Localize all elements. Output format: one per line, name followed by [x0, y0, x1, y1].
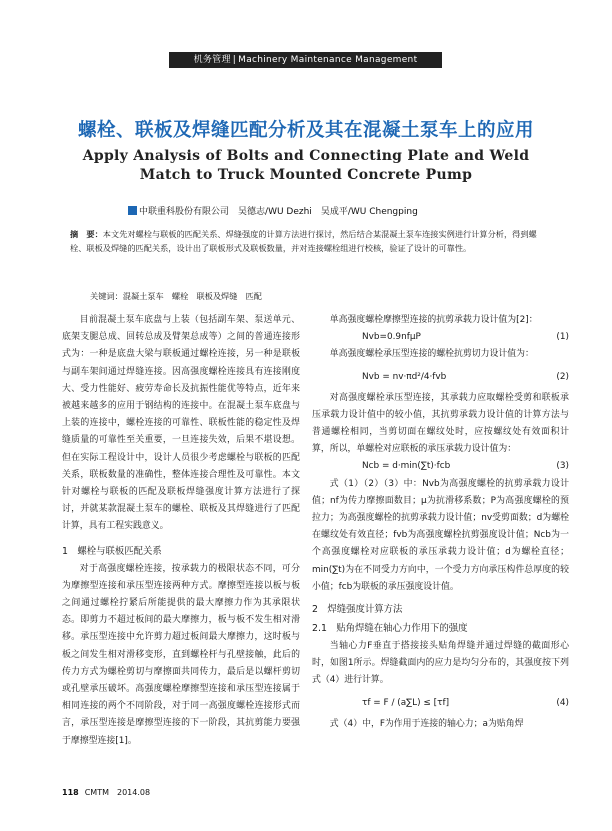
paragraph-symbol-definitions: 式（1）（2）（3）中：Nvb为高强度螺栓的抗剪承载力设计值；nf为传力摩擦面数目；μ为抗滑移系数；P为高强度螺栓的预拉力；为高强度螺栓的抗剪承载力设计值；nv受剪面数；d为螺栓在螺纹处有效直径；fvb为高强度螺栓抗剪强度设计值；Ncb为一个高强度螺栓对应联板的承压承载力设计值；d为螺栓直径；min(∑t)为在不同受力方向中，一个受力方向承压构件总厚度的较小值；fcb为联板的承压强度设计值。 [312, 478, 569, 592]
page-footer [62, 787, 150, 798]
section-1-heading: 1 螺栓与联板匹配关系 [62, 545, 162, 557]
section-1-paragraph: 对于高强度螺栓连接，按承载力的极限状态不同，可分为摩擦型连接和承压型连接两种方式。摩擦型连接以板与板之间通过螺栓拧紧后所能提供的最大摩擦力作为其承限状态。即剪力不超过板间的最大摩擦力，板与板不发生相对滑移。承压型连接中允许剪力超过板间最大摩擦力，这时板与板之间发生相对滑移变形，直到螺栓杆与孔壁接触，此后的传力方式为螺栓剪切与摩擦面共同传力，最后是以螺杆剪切或孔壁承压破坏。高强度螺栓摩擦型连接和承压型连接属于相同连接的两个不同阶段，对于同一高强度螺栓连接形式而言，承压型连接是摩擦型连接的下一阶段，其抗剪能力要强于摩擦型连接[1]。 [62, 563, 300, 746]
paragraph-friction-type: 单高强度螺栓摩擦型连接的抗剪承载力设计值为[2]： [329, 315, 538, 325]
title-chinese: 螺栓、联板及焊缝匹配分析及其在混凝土泵车上的应用 [77, 120, 534, 141]
abstract-label: 摘 要： [70, 229, 103, 239]
equation-4 [312, 690, 569, 716]
organization-logo-icon [128, 206, 137, 215]
equation-1-formula: Nvb=0.9nfμP [362, 332, 421, 343]
keywords-label: 关键词： [90, 291, 123, 301]
section-label-cn: 机务管理 [193, 55, 231, 65]
paragraph-fillet-weld: 当轴心力F垂直于搭接接头贴角焊缝并通过焊缝的截面形心时，如图1所示。焊缝截面内的应力是均匀分布的，其强度按下列式（4）进行计算。 [312, 641, 569, 686]
title-english-line1: Apply Analysis of Bolts and Connecting Plate and Weld [82, 148, 530, 164]
abstract [70, 228, 548, 255]
title-english-line2: Match to Truck Mounted Concrete Pump [139, 167, 473, 183]
abstract-text: 本文先对螺栓与联板的匹配关系、焊缝强度的计算方法进行探讨，然后结合某混凝土泵车连接实例进行计算分析，得到螺栓、联板及焊缝的匹配关系，设计出了联板形式及联板数量，并对连接螺栓组进行校核，验证了设计的可靠性。 [70, 229, 537, 253]
right-column [312, 312, 569, 733]
equation-3-number: (3) [556, 461, 569, 472]
organization: 中联重科股份有限公司 [139, 207, 230, 217]
section-header-banner: 机务管理 | Machinery Maintenance Management [169, 52, 442, 68]
keywords [90, 291, 262, 302]
author-1: 吴德志/WU Dezhi [238, 207, 312, 217]
equation-2 [312, 364, 569, 390]
paragraph-equation-4-notes: 式（4）中，F为作用于连接的轴心力；a为贴角焊 [329, 718, 524, 729]
equation-4-number: (4) [556, 697, 569, 708]
equation-1 [312, 329, 569, 346]
equation-3 [312, 458, 569, 475]
author-2: 吴成平/WU Chengping [320, 207, 418, 217]
equation-1-number: (1) [556, 332, 569, 343]
section-label-en: Machinery Maintenance Management [238, 55, 418, 65]
equation-4-formula: τf = F / (a∑L) ≤ [τf] [362, 697, 450, 708]
equation-2-formula: Nvb = nv·πd²/4·fvb [362, 371, 447, 382]
section-2-heading: 2 焊缝强度计算方法 [312, 604, 403, 616]
left-column [62, 312, 300, 750]
section-2-1-heading: 2.1 贴角焊缝在轴心力作用下的强度 [312, 623, 468, 635]
author-line [128, 204, 418, 217]
equation-3-formula: Ncb = d·min(∑t)·fcb [362, 461, 451, 472]
journal-issue: CMTM 2014.08 [84, 788, 151, 797]
keywords-list: 混凝土泵车 螺栓 联板及焊缝 匹配 [122, 291, 262, 301]
equation-2-number: (2) [556, 371, 569, 382]
intro-paragraph: 目前混凝土泵车底盘与上装（包括副车架、泵送单元、底架支腿总成、回转总成及臂架总成等）之间的普通连接形式为：一种是底盘大梁与联板通过螺栓连接，另一种是联板与副车架间通过焊缝连接。因高强度螺栓连接具有连接刚度大、受力性能好、疲劳寿命长及抗振性能优等特点，近年来被越来越多的应用于钢结构的连接中。在混凝土泵车底盘与上装的连接中，螺栓连接的可靠性、联板性能的稳定性及焊缝质量的可靠性至关重要，一旦连接失效，后果不堪设想。但在实际工程设计中，设计人员很少考虑螺栓与联板的匹配关系，联板数量的准确性，整体连接合理性及可靠性。本文针对螺栓与联板的匹配及联板焊缝强度计算方法进行了探讨，并就某款混凝土泵车的螺栓、联板及其焊缝进行了匹配计算，具有工程实践意义。 [62, 315, 300, 532]
page-number: 118 [62, 788, 79, 797]
paragraph-bearing-capacity: 对高强度螺栓承压型连接，其承载力应取螺栓受剪和联板承压承载力设计值中的较小值，其抗剪承载力设计值的计算方法与普通螺栓相同，当剪切面在螺纹处时，应按螺纹处有效面积计算，所以，单螺栓对应联板的承压承载力设计值为： [312, 392, 569, 455]
paragraph-bearing-type: 单高强度螺栓承压型连接的螺栓抗剪切力设计值为： [329, 349, 534, 360]
